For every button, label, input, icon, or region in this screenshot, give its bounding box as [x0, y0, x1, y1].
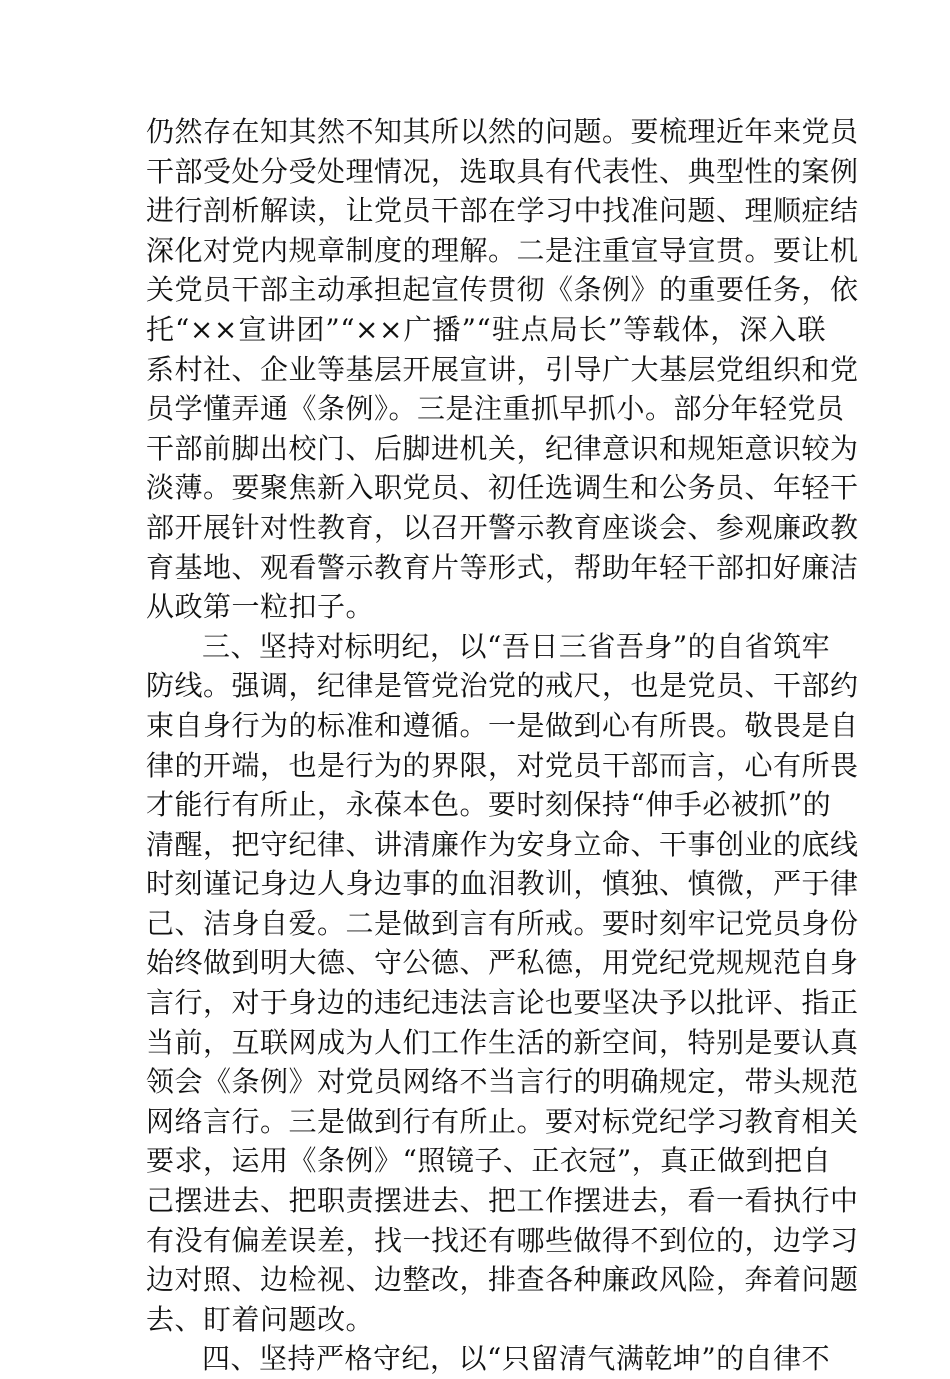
document-body — [146, 112, 859, 1379]
text-line: 深化对党内规章制度的理解。二是注重宣导宣贯。要让机 — [146, 233, 859, 267]
text-line: 时刻谨记身边人身边事的血泪教训，慎独、慎微，严于律 — [146, 867, 859, 901]
text-line: 始终做到明大德、守公德、严私德，用党纪党规规范自身 — [146, 946, 859, 980]
text-line: 有没有偏差误差，找一找还有哪些做得不到位的，边学习 — [146, 1223, 859, 1257]
text-line: 员学懂弄通《条例》。三是注重抓早抓小。部分年轻党员 — [146, 392, 845, 426]
text-line: 托“××宣讲团”“××广播”“驻点局长”等载体，深入联 — [146, 312, 826, 346]
text-line: 去、盯着问题改。 — [146, 1302, 375, 1336]
text-line: 关党员干部主动承担起宣传贯彻《条例》的重要任务，依 — [146, 273, 859, 307]
text-line: 才能行有所止，永葆本色。要时刻保持“伸手必被抓”的 — [146, 788, 832, 822]
text-line: 从政第一粒扣子。 — [146, 590, 375, 624]
paragraph-heading-line: 三、坚持对标明纪，以“吾日三省吾身”的自省筑牢 — [202, 629, 831, 663]
text-line: 要求，运用《条例》“照镜子、正衣冠”，真正做到把自 — [146, 1144, 832, 1178]
text-line: 束自身行为的标准和遵循。一是做到心有所畏。敬畏是自 — [146, 708, 859, 742]
text-line: 育基地、观看警示教育片等形式，帮助年轻干部扣好廉洁 — [146, 550, 859, 584]
text-line: 领会《条例》对党员网络不当言行的明确规定，带头规范 — [146, 1065, 859, 1099]
text-line: 律的开端，也是行为的界限，对党员干部而言，心有所畏 — [146, 748, 859, 782]
text-line: 淡薄。要聚焦新入职党员、初任选调生和公务员、年轻干 — [146, 471, 859, 505]
text-line: 干部受处分受处理情况，选取具有代表性、典型性的案例 — [146, 154, 859, 188]
text-line: 清醒，把守纪律、讲清廉作为安身立命、干事创业的底线 — [146, 827, 859, 861]
text-line: 己摆进去、把职责摆进去、把工作摆进去，看一看执行中 — [146, 1184, 859, 1218]
text-line: 防线。强调，纪律是管党治党的戒尺，也是党员、干部约 — [146, 669, 859, 703]
text-line: 仍然存在知其然不知其所以然的问题。要梳理近年来党员 — [146, 115, 859, 148]
text-line: 系村社、企业等基层开展宣讲，引导广大基层党组织和党 — [146, 352, 859, 386]
text-line: 己、洁身自爱。二是做到言有所戒。要时刻牢记党员身份 — [146, 906, 859, 940]
text-line: 网络言行。三是做到行有所止。要对标党纪学习教育相关 — [146, 1104, 859, 1138]
text-line: 部开展针对性教育，以召开警示教育座谈会、参观廉政教 — [146, 510, 859, 544]
text-line: 进行剖析解读，让党员干部在学习中找准问题、理顺症结 — [146, 194, 859, 228]
paragraph-heading-line: 四、坚持严格守纪，以“只留清气满乾坤”的自律不 — [202, 1342, 831, 1376]
text-line: 言行，对于身边的违纪违法言论也要坚决予以批评、指正 — [146, 986, 859, 1020]
text-line: 边对照、边检视、边整改，排查各种廉政风险，奔着问题 — [146, 1263, 859, 1297]
text-line: 当前，互联网成为人们工作生活的新空间，特别是要认真 — [146, 1025, 859, 1059]
text-line: 干部前脚出校门、后脚进机关，纪律意识和规矩意识较为 — [146, 431, 859, 465]
